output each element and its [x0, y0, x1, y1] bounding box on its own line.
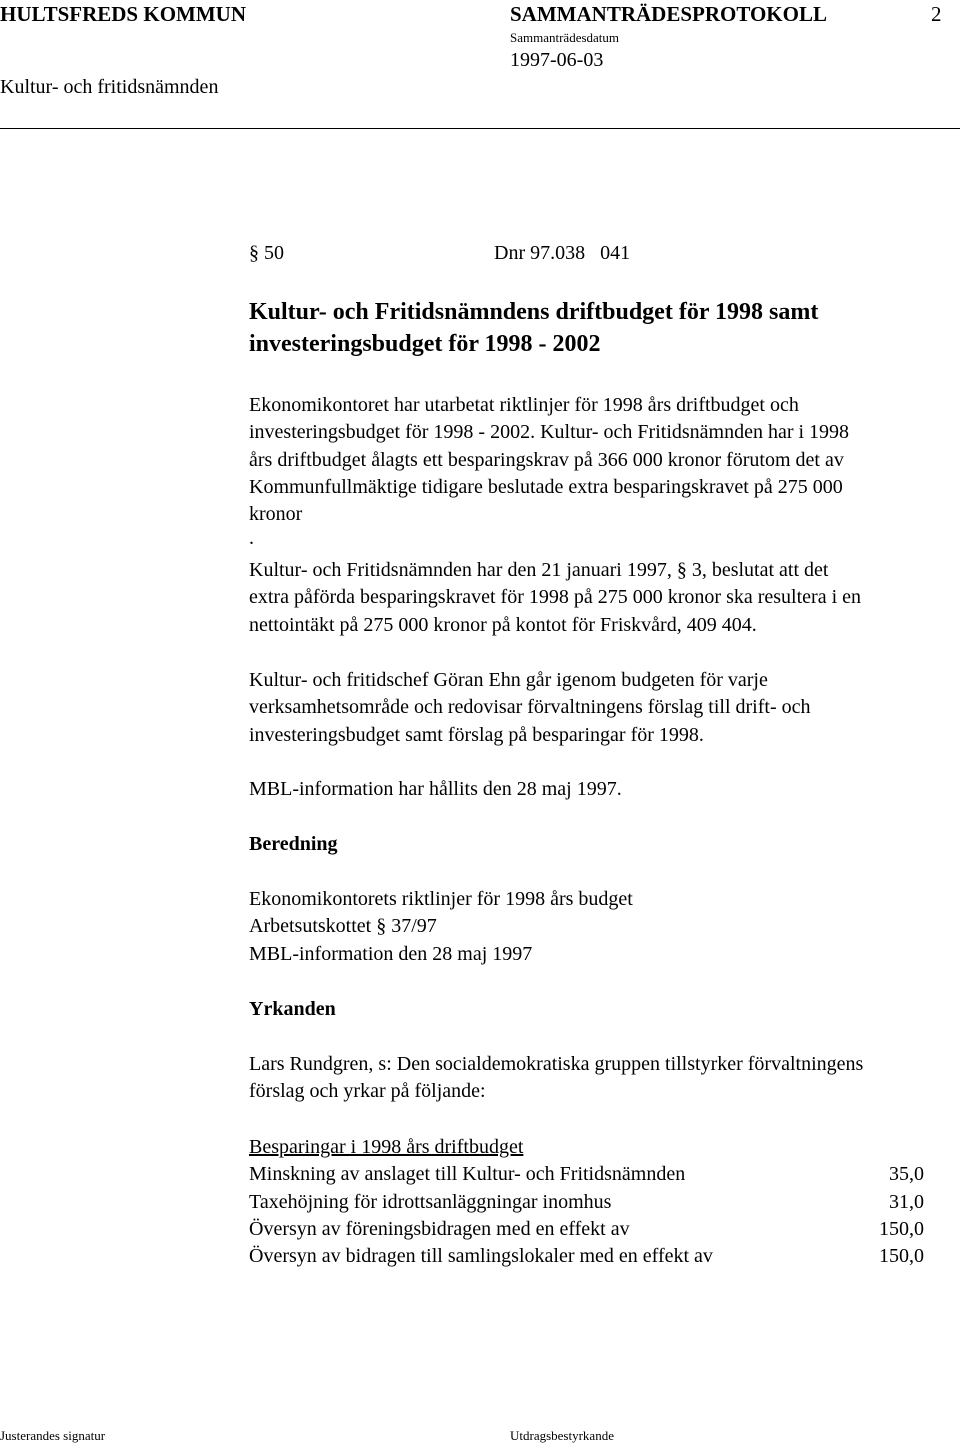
savings-value: 150,0 [879, 1217, 924, 1240]
savings-row [249, 1243, 959, 1270]
text-line: Ekonomikontorets riktlinjer för 1998 års budget [249, 888, 633, 910]
text-line: MBL-information den 28 maj 1997 [249, 942, 533, 965]
savings-row [249, 1189, 959, 1216]
document-type: SAMMANTRÄDESPROTOKOLL [510, 2, 827, 26]
text-line: Lars Rundgren, s: Den socialdemokratiska gruppen tillstyrker förvaltningens [249, 1053, 864, 1075]
beredning-list [249, 886, 959, 968]
org-name: HULTSFREDS KOMMUN [0, 2, 247, 26]
dnr: Dnr 97.038 041 [494, 242, 631, 264]
savings-section [249, 1134, 959, 1270]
section-heading: Beredning [249, 833, 338, 855]
text-line: års driftbudget ålagts ett besparingskrav på 366 000 kronor förutom det av [249, 448, 844, 471]
item-title-line: investeringsbudget för 1998 - 2002 [249, 331, 601, 357]
savings-row [249, 1161, 959, 1188]
text-line: Kommunfullmäktige tidigare beslutade extra besparingskravet på 275 000 [249, 475, 843, 498]
text-span: 3, beslutat att det [691, 559, 829, 581]
paragraph-sign: § [676, 559, 687, 581]
savings-row [249, 1216, 959, 1243]
date-label: Sammanträdesdatum [510, 30, 620, 45]
item-number-line [249, 242, 284, 265]
page-number: 2 [931, 2, 942, 26]
savings-value: 35,0 [889, 1163, 924, 1186]
meeting-date: 1997-06-03 [510, 49, 604, 71]
item-title [249, 296, 959, 360]
item-title-line: Kultur- och Fritidsnämndens driftbudget för 1998 samt [249, 299, 819, 325]
beredning-section [249, 831, 959, 858]
text-span: 37/97 [391, 915, 437, 938]
section-heading: Yrkanden [249, 998, 336, 1020]
savings-label: Taxehöjning för idrottsanläggningar inomhus [249, 1190, 612, 1213]
footer-signature-label: Justerandes signatur [0, 1428, 106, 1443]
paragraph-sign: § [376, 915, 387, 938]
paragraph-3 [249, 667, 959, 749]
text-line: Kultur- och fritidschef Göran Ehn går igenom budgeten för varje [249, 669, 768, 691]
paragraph-4 [249, 776, 959, 803]
text-span: Kultur- och Fritidsnämnden har den 21 januari 1997, [249, 559, 672, 581]
text-line: extra påförda besparingskravet för 1998 på 275 000 kronor ska resultera i en [249, 586, 862, 609]
savings-value: 150,0 [879, 1245, 924, 1268]
savings-label: Översyn av bidragen till samlingslokaler med en effekt av [249, 1245, 713, 1268]
yrkanden-text [249, 1051, 959, 1106]
text-line: verksamhetsområde och redovisar förvaltningens förslag till drift- och [249, 696, 811, 719]
savings-heading: Besparingar i 1998 års driftbudget [249, 1136, 524, 1158]
text-line: förslag och yrkar på följande: [249, 1080, 486, 1103]
text-line: investeringsbudget samt förslag på besparingar för 1998. [249, 723, 704, 746]
yrkanden-section [249, 996, 959, 1023]
text-span: Arbetsutskottet [249, 915, 372, 938]
item-number: 50 [264, 242, 284, 264]
text-line: Ekonomikontoret har utarbetat riktlinjer för 1998 års driftbudget och [249, 394, 799, 416]
text-line: nettointäkt på 275 000 kronor på kontot för Friskvård, 409 404. [249, 613, 757, 636]
paragraph-2 [249, 557, 959, 639]
text-line: kronor [249, 503, 303, 526]
text-line [249, 913, 959, 940]
committee-name: Kultur- och fritidsnämnden [0, 76, 219, 98]
text-line: MBL-information har hållits den 28 maj 1997. [249, 778, 622, 800]
header-divider [0, 128, 960, 129]
text-line: . [249, 527, 254, 550]
paragraph-sign: § [249, 242, 259, 264]
savings-value: 31,0 [889, 1190, 924, 1213]
text-line [249, 557, 959, 584]
savings-label: Översyn av föreningsbidragen med en effekt av [249, 1217, 630, 1240]
text-line: investeringsbudget för 1998 - 2002. Kultur- och Fritidsnämnden har i 1998 [249, 421, 850, 444]
savings-label: Minskning av anslaget till Kultur- och Fritidsnämnden [249, 1163, 686, 1186]
paragraph-1 [249, 392, 959, 548]
footer-extract-label: Utdragsbestyrkande [510, 1428, 614, 1443]
